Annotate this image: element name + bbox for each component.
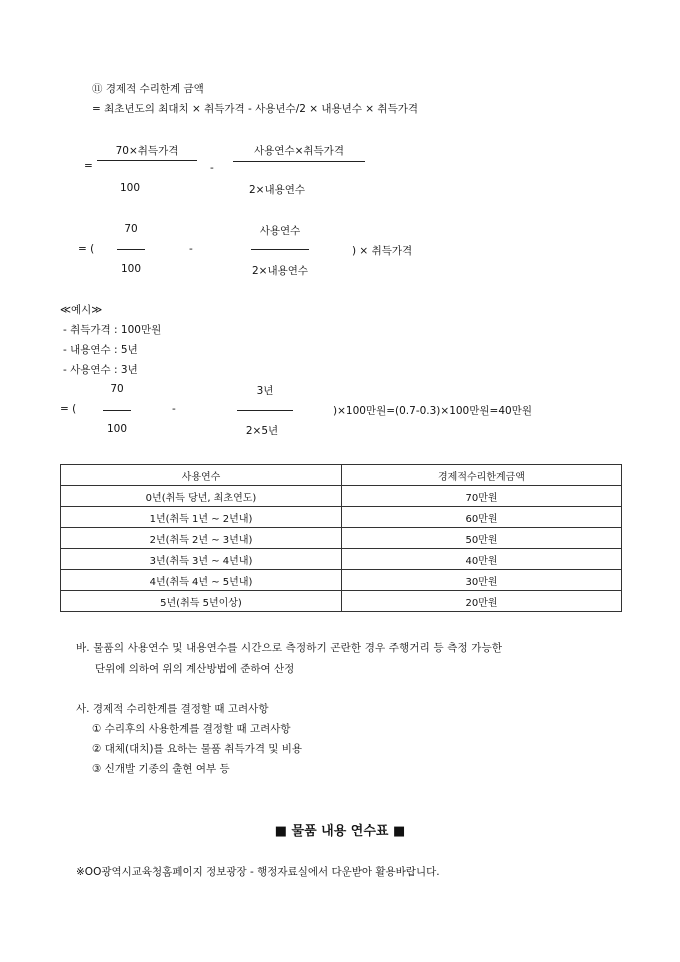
table-header-cell: 사용연수 xyxy=(61,465,342,486)
table-row xyxy=(61,507,622,528)
table-cell: 2년(취득 2년 ~ 3년내) xyxy=(61,528,342,549)
example-eq-denominator-2: 2×5년 xyxy=(245,425,279,437)
eq2-denominator-1: 100 xyxy=(120,263,142,275)
useful-life-repair-table xyxy=(60,464,622,612)
section-sa-item: ① 수리후의 사용한계를 결정할 때 고려사항 xyxy=(92,723,291,735)
eq1-denominator-1: 100 xyxy=(119,182,141,194)
table-cell: 50만원 xyxy=(342,528,622,549)
table-cell: 3년(취득 3년 ~ 4년내) xyxy=(61,549,342,570)
example-eq-fraction-bar-1 xyxy=(103,410,131,411)
eq1-denominator-2: 2×내용연수 xyxy=(248,184,306,196)
table-cell: 20만원 xyxy=(342,591,622,612)
table-cell: 4년(취득 4년 ~ 5년내) xyxy=(61,570,342,591)
eq2-fraction-bar-2 xyxy=(251,249,309,250)
table-cell: 5년(취득 5년이상) xyxy=(61,591,342,612)
section-ba-line-1: 바. 물품의 사용연수 및 내용연수를 시간으로 측정하기 곤란한 경우 주행거리 등 측정 가능한 xyxy=(76,642,503,654)
example-item: - 사용연수 : 3년 xyxy=(63,364,138,376)
eq2-suffix: ) × 취득가격 xyxy=(352,245,413,257)
example-eq-denominator-1: 100 xyxy=(106,423,128,435)
table-cell: 1년(취득 1년 ~ 2년내) xyxy=(61,507,342,528)
section-ba-line-2: 단위에 의하여 위의 계산방법에 준하여 산정 xyxy=(95,663,295,675)
formula-line: = 최초년도의 최대치 × 취득가격 - 사용년수/2 × 내용년수 × 취득가격 xyxy=(92,103,419,115)
table-cell: 30만원 xyxy=(342,570,622,591)
table-header-row xyxy=(61,465,622,486)
download-note: ※OO광역시교육청홈페이지 정보광장 - 행정자료실에서 다운받아 활용바랍니다. xyxy=(76,866,440,878)
eq1-minus: - xyxy=(210,162,214,174)
formula-heading: ⑪ 경제적 수리한계 금액 xyxy=(92,83,204,95)
table-cell: 40만원 xyxy=(342,549,622,570)
example-item: - 내용연수 : 5년 xyxy=(63,344,138,356)
table-row xyxy=(61,486,622,507)
eq1-fraction-bar-1 xyxy=(97,160,197,161)
table-cell: 0년(취득 당년, 최초연도) xyxy=(61,486,342,507)
table-cell: 70만원 xyxy=(342,486,622,507)
eq2-denominator-2: 2×내용연수 xyxy=(251,265,309,277)
table-title: ■ 물품 내용 연수표 ■ xyxy=(274,824,406,839)
section-sa-item: ③ 신개발 기종의 출현 여부 등 xyxy=(92,763,230,775)
example-eq-fraction-bar-2 xyxy=(237,410,293,411)
eq2-prefix: = ( xyxy=(78,243,95,255)
table-row xyxy=(61,549,622,570)
table-cell: 60만원 xyxy=(342,507,622,528)
eq1-prefix: = xyxy=(84,160,93,172)
table-header-cell: 경제적수리한계금액 xyxy=(342,465,622,486)
eq2-fraction-bar-1 xyxy=(117,249,145,250)
example-eq-minus: - xyxy=(172,403,176,415)
example-eq-numerator-2: 3년 xyxy=(256,385,274,397)
eq1-numerator-2: 사용연수×취득가격 xyxy=(254,145,344,157)
eq1-numerator-1: 70×취득가격 xyxy=(115,145,179,157)
section-sa-heading: 사. 경제적 수리한계를 결정할 때 고려사항 xyxy=(76,703,269,715)
eq2-numerator-2: 사용연수 xyxy=(259,225,301,237)
eq1-fraction-bar-2 xyxy=(233,161,365,162)
example-eq-numerator-1: 70 xyxy=(110,383,124,395)
table-row xyxy=(61,528,622,549)
table-row xyxy=(61,570,622,591)
table-row xyxy=(61,591,622,612)
example-item: - 취득가격 : 100만원 xyxy=(63,324,162,336)
example-heading: ≪예시≫ xyxy=(60,304,103,316)
eq2-numerator-1: 70 xyxy=(124,223,138,235)
eq2-minus: - xyxy=(189,243,193,255)
example-eq-prefix: = ( xyxy=(60,403,77,415)
example-eq-suffix: )×100만원=(0.7-0.3)×100만원=40만원 xyxy=(333,405,532,417)
section-sa-item: ② 대체(대치)를 요하는 물품 취득가격 및 비용 xyxy=(92,743,303,755)
